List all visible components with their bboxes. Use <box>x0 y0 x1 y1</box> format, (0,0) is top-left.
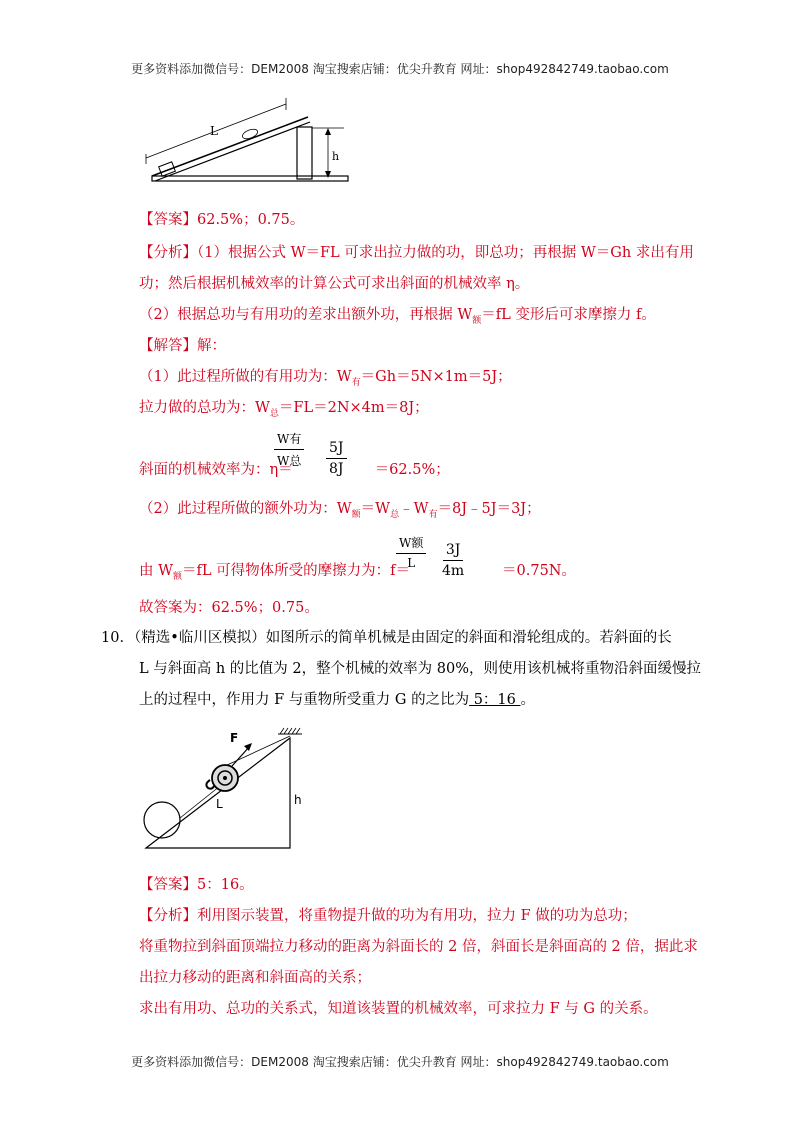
fraction-3j-over-4m: $\frac{3J}{4m}$ <box>442 542 465 579</box>
fig1-label-L: L <box>210 124 218 138</box>
fig2-label-F: F <box>230 731 239 745</box>
q10-analysis-line-2: 将重物拉到斜面顶端拉力移动的距离为斜面长的 2 倍，斜面长是斜面高的 2 倍，据此求 <box>139 939 698 955</box>
q9-analysis-line-2: 功；然后根据机械效率的计算公式可求出斜面的机械效率 η。 <box>139 276 530 292</box>
q9-solution-line-2: 拉力做的总功为：$W_总=FL=2N\times 4m=8J$； <box>139 400 429 419</box>
fig2-label-L: L <box>216 797 223 811</box>
incline-pulley-figure <box>140 724 310 854</box>
q9-solution-tag-line: 【解答】解： <box>139 338 226 354</box>
q9-solution-line-4: （2）此过程所做的额外功为：$W_额=W_总﹣W_有=8J﹣5J=3J$； <box>139 501 541 520</box>
q10-line-1: 10．（精选•临川区模拟）如图所示的简单机械是由固定的斜面和滑轮组成的。若斜面的长 <box>101 630 672 646</box>
q9-solution-line-1: （1）此过程所做的有用功为：$W_有=Gh=5N\times 1m=5J$； <box>139 369 512 388</box>
q9-analysis-line-1: 【分析】（1）根据公式 W＝FL 可求出拉力做的功，即总功；再根据 W＝Gh 求出有用 <box>139 245 694 261</box>
incline-figure-1 <box>140 92 360 192</box>
fraction-w-extra-over-l: W额 L <box>396 534 426 570</box>
question-number: 10． <box>101 630 134 646</box>
q10-analysis-line-3: 出拉力移动的距离和斜面高的关系； <box>139 970 371 986</box>
q10-line-2: L 与斜面高 h 的比值为 2，整个机械的效率为 80%，则使用该机械将重物沿斜面缓慢拉 <box>139 661 701 677</box>
fraction-5j-over-8j: $\frac{5J}{8J}$ <box>326 440 347 477</box>
q10-line-3: 上的过程中，作用力 F 与重物所受重力 G 的之比为 5：16 。 <box>139 692 535 708</box>
q9-answer: 62.5%；0.75。 <box>197 212 305 228</box>
fig1-label-h: h <box>332 150 340 163</box>
analysis-tag: 【分析】 <box>139 245 197 261</box>
answer-blank: 5：16 <box>469 692 521 708</box>
q9-answer-line <box>139 210 304 230</box>
q9-analysis-line-3: （2）根据总功与有用功的差求出额外功，再根据 $W_额=fL$ 变形后可求摩擦力 f。 <box>139 307 656 326</box>
q9-solution-line-3: 斜面的机械效率为：η＝ ＝62.5%； <box>139 462 450 478</box>
q10-analysis-line-4: 求出有用功、总功的关系式，知道该装置的机械效率，可求拉力 F 与 G 的关系。 <box>139 1001 658 1017</box>
answer-tag: 【答案】 <box>139 212 197 228</box>
q10-analysis-line-1: 【分析】利用图示装置，将重物提升做的功为有用功，拉力 F 做的功为总功； <box>139 908 637 924</box>
q9-final-answer: 故答案为：62.5%；0.75。 <box>139 600 319 616</box>
q9-solution-line-5: 由 $W_额=fL$ 可得物体所受的摩擦力为：f＝ ＝0.75N。 <box>139 563 576 582</box>
fraction-w-useful-over-w-total: W有 W总 <box>274 430 304 469</box>
page-header: 更多资料添加微信号：DEM2008 淘宝搜索店铺：优尖升教育 网址：shop492842749.taobao.com <box>131 62 669 76</box>
fig2-label-h: h <box>294 793 302 807</box>
page-footer: 更多资料添加微信号：DEM2008 淘宝搜索店铺：优尖升教育 网址：shop492842749.taobao.com <box>131 1055 669 1069</box>
q10-answer-line: 【答案】5：16。 <box>139 877 254 893</box>
solution-tag: 【解答】 <box>139 338 197 354</box>
